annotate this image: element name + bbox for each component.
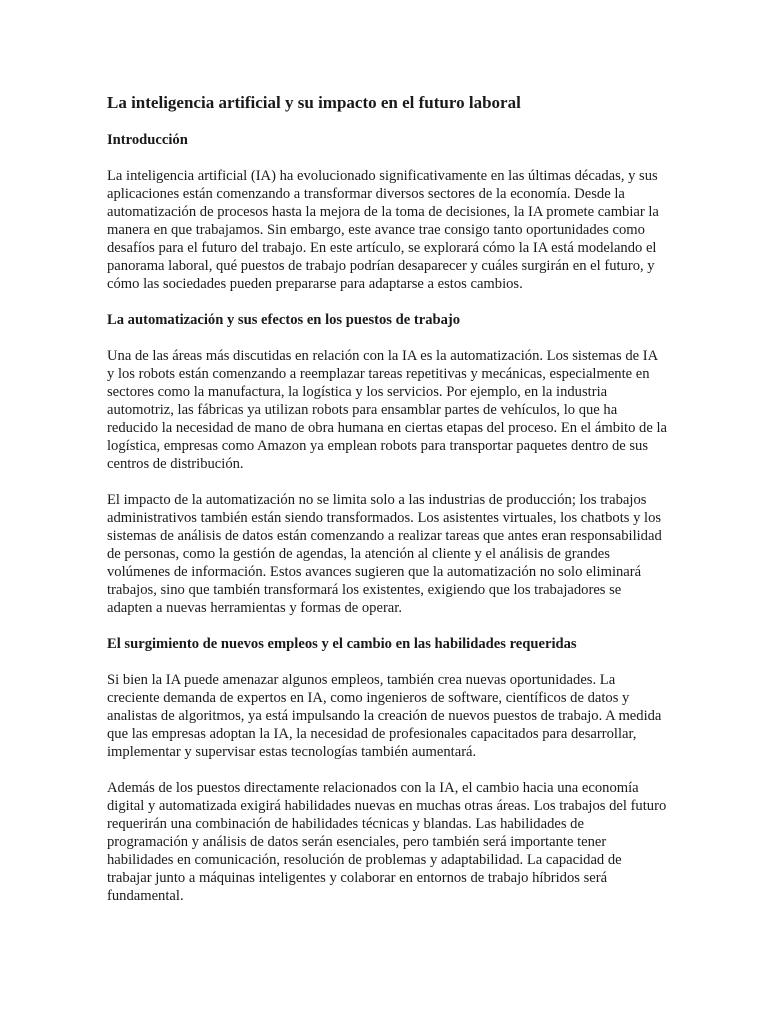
nuevos-empleos-paragraph-2: Además de los puestos directamente relacionados con la IA, el cambio hacia una economía digital y automatizada exigirá habilidades nuevas en muchas otras áreas. Los trabajos del futuro requerirán una combinación de habilidades técnicas y blandas. Las habilidades de programación y análisis de datos serán esenciales, pero también será importante tener habilidades en comunicación, resolución de problemas y adaptabilidad. La capacidad de trabajar junto a máquinas inteligentes y colaborar en entornos de trabajo híbridos será fundamental. (107, 780, 667, 904)
automatizacion-paragraph-2: El impacto de la automatización no se limita solo a las industrias de producción; los trabajos administrativos también están siendo transformados. Los asistentes virtuales, los chatbots y los sistemas de análisis de datos están comenzando a realizar tareas que antes eran responsabilidad de personas, como la gestión de agendas, la atención al cliente y el análisis de grandes volúmenes de información. Estos avances sugieren que la automatización no solo eliminará trabajos, sino que también transformará los existentes, exigiendo que los trabajadores se adapten a nuevas herramientas y formas de operar. (107, 492, 662, 616)
document-title: La inteligencia artificial y su impacto en el futuro laboral (107, 93, 521, 112)
section-heading-introduccion: Introducción (107, 132, 188, 148)
document-page (107, 92, 667, 923)
section-heading-automatizacion: La automatización y sus efectos en los puestos de trabajo (107, 312, 461, 328)
section-heading-nuevos-empleos: El surgimiento de nuevos empleos y el cambio en las habilidades requeridas (107, 636, 577, 652)
automatizacion-paragraph-1: Una de las áreas más discutidas en relación con la IA es la automatización. Los sistemas de IA y los robots están comenzando a reemplazar tareas repetitivas y mecánicas, especialmente en sectores como la manufactura, la logística y los servicios. Por ejemplo, en la industria automotriz, las fábricas ya utilizan robots para ensamblar partes de vehículos, lo que ha reducido la necesidad de mano de obra humana en ciertas etapas del proceso. En el ámbito de la logística, empresas como Amazon ya emplean robots para transportar paquetes dentro de sus centros de distribución. (107, 348, 668, 472)
intro-paragraph: La inteligencia artificial (IA) ha evolucionado significativamente en las últimas décadas, y sus aplicaciones están comenzando a transformar diversos sectores de la economía. Desde la automatización de procesos hasta la mejora de la toma de decisiones, la IA promete cambiar la manera en que trabajamos. Sin embargo, este avance trae consigo tanto oportunidades como desafíos para el futuro del trabajo. En este artículo, se explorará cómo la IA está modelando el panorama laboral, qué puestos de trabajo podrían desaparecer y cuáles surgirán en el futuro, y cómo las sociedades pueden prepararse para adaptarse a estos cambios. (107, 168, 659, 292)
nuevos-empleos-paragraph-1: Si bien la IA puede amenazar algunos empleos, también crea nuevas oportunidades. La creciente demanda de expertos en IA, como ingenieros de software, científicos de datos y analistas de algoritmos, ya está impulsando la creación de nuevos puestos de trabajo. A medida que las empresas adoptan la IA, la necesidad de profesionales capacitados para desarrollar, implementar y supervisar estas tecnologías también aumentará. (107, 672, 662, 760)
